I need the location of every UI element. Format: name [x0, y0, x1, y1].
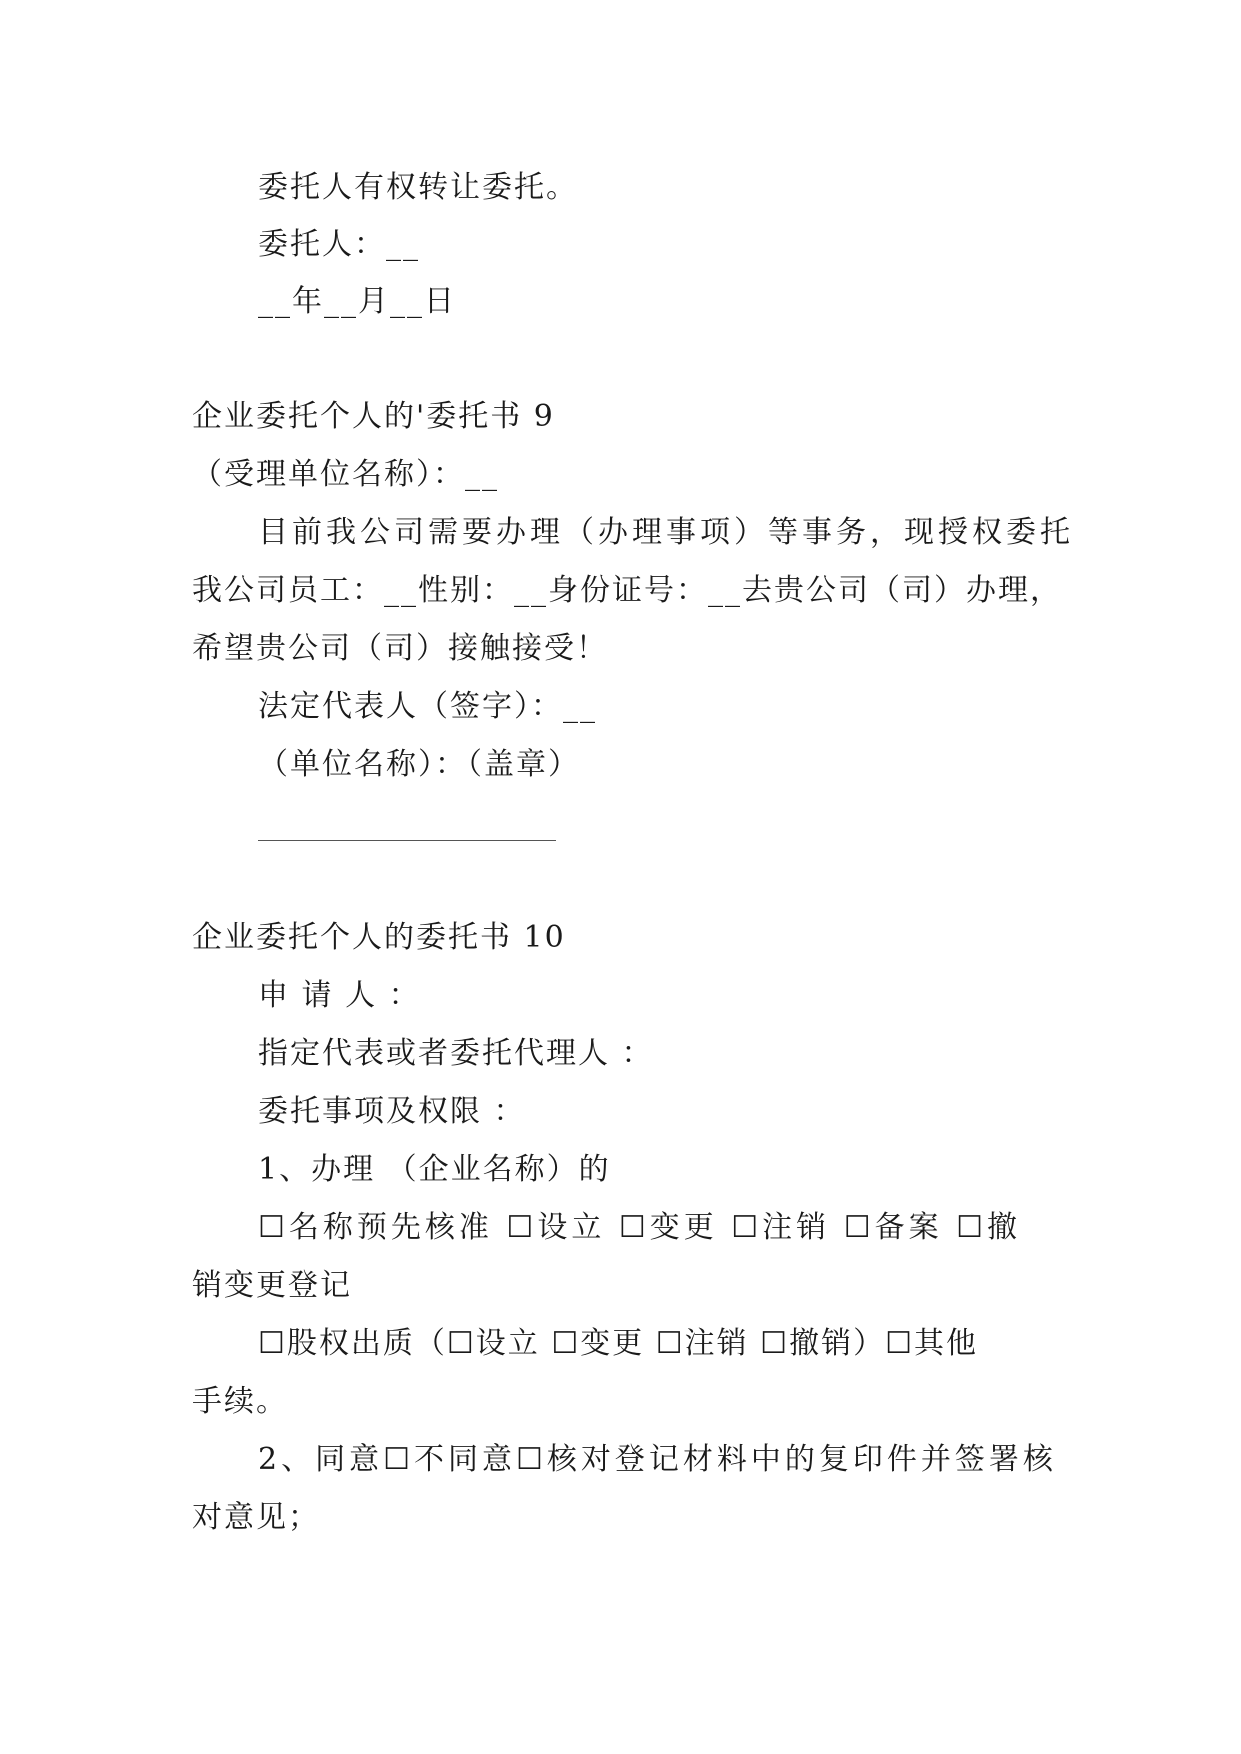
transfer-clause: 委托人有权转让委托。: [258, 170, 578, 205]
recipient-line: （受理单位名称）：__: [192, 457, 499, 492]
section-10-title: 企业委托个人的委托书 10: [192, 920, 566, 955]
separator-line: [258, 840, 556, 841]
agent-line: 指定代表或者委托代理人 ：: [258, 1036, 654, 1071]
item-2-line: 2、同意☐不同意☐核对登记材料中的复印件并签署核: [258, 1442, 1057, 1477]
body-paragraph-line: 希望贵公司（司）接触接受！: [192, 631, 608, 666]
date-line: __年__月__日: [258, 284, 456, 319]
section-9-title: 企业委托个人的'委托书 9: [192, 399, 555, 434]
item-1-options-line: ☐名称预先核准 ☐设立 ☐变更 ☐注销 ☐备案 ☐撤: [258, 1210, 1022, 1245]
applicant-line: 申 请 人 ：: [258, 978, 421, 1013]
item-1-equity-line: ☐股权出质（☐设立 ☐变更 ☐注销 ☐撤销）☐其他: [258, 1326, 978, 1361]
body-paragraph-line: 我公司员工：__性别：__身份证号：__去贵公司（司）办理，: [192, 573, 1062, 608]
item-1-options-line: 销变更登记: [192, 1268, 352, 1303]
item-1-line: 1、办理 （企业名称）的: [258, 1152, 611, 1187]
unit-seal-line: （单位名称）：（盖章）: [258, 747, 580, 782]
principal-signature-line: 委托人：__: [258, 227, 420, 262]
item-1-equity-line: 手续。: [192, 1384, 288, 1419]
item-2-line: 对意见；: [192, 1500, 320, 1535]
body-paragraph-line: 目前我公司需要办理（办理事项）等事务，现授权委托: [258, 515, 1074, 550]
legal-representative-line: 法定代表人（签字）：__: [258, 689, 597, 724]
scope-line: 委托事项及权限 ：: [258, 1094, 526, 1129]
